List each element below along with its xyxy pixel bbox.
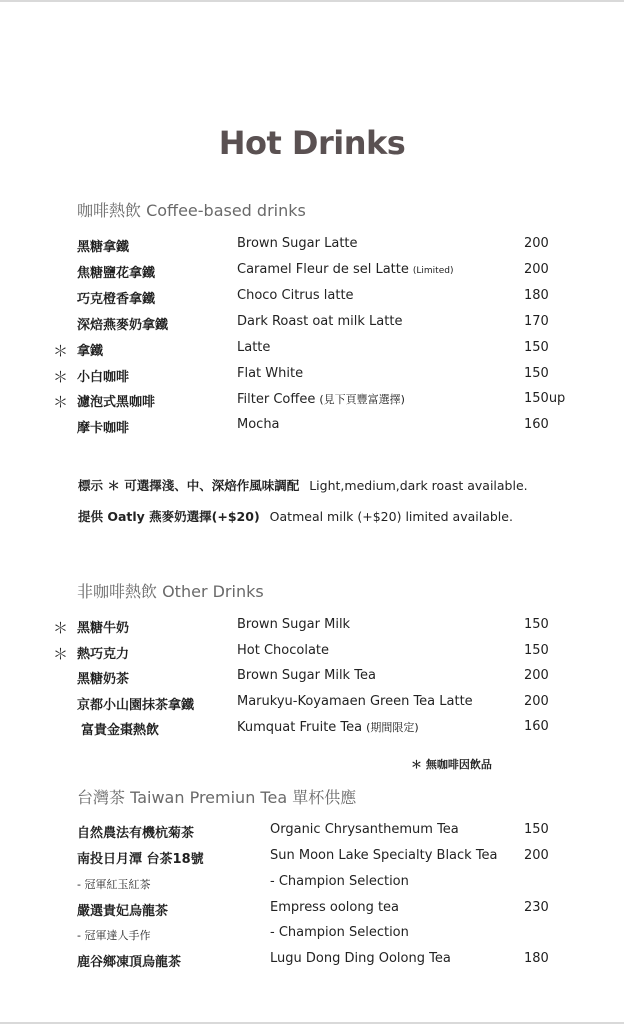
- tea-item-name-zh: - 冠軍紅玉紅茶: [77, 878, 151, 891]
- tea-item: [0, 848, 624, 868]
- menu-item-name-zh: 黑糖奶茶: [77, 672, 130, 688]
- menu-item-name-en-text: Mocha: [237, 417, 280, 433]
- menu-item-name-en-text: Hot Chocolate: [237, 642, 330, 658]
- menu-item-price: 150: [524, 617, 549, 632]
- menu-item-note: (期間限定): [366, 721, 419, 735]
- menu-item-name-en-text: Kumquat Fruite Tea: [237, 720, 363, 736]
- tea-item-name-en: Lugu Dong Ding Oolong Tea: [270, 951, 451, 966]
- menu-item-name-zh: 濾泡式黑咖啡: [77, 395, 156, 411]
- menu-item-name-zh: 京都小山園抹茶拿鐵: [77, 697, 195, 713]
- tea-item-subline: [0, 874, 624, 894]
- menu-item-price: 150: [524, 365, 549, 381]
- menu-item: [0, 366, 624, 386]
- tea-item-price: 230: [524, 900, 549, 915]
- menu-item-name-en-text: Marukyu-Koyamaen Green Tea Latte: [237, 693, 473, 709]
- menu-item-name-en-text: Dark Roast oat milk Latte: [237, 313, 403, 329]
- menu-item-star: ＊: [53, 367, 69, 386]
- menu-item-name-zh: 深焙燕麥奶拿鐵: [77, 317, 169, 333]
- menu-item-name-en: [237, 719, 419, 735]
- menu-item-note: (見下頁豐富選擇): [319, 393, 405, 407]
- menu-item: [0, 643, 624, 663]
- menu-item-name-en-text: Choco Citrus latte: [237, 287, 354, 303]
- tea-item-name-zh: 嚴選貴妃烏龍茶: [77, 904, 169, 919]
- tea-item: [0, 822, 624, 842]
- menu-item-star: ＊: [53, 644, 69, 663]
- menu-item-name-en: [237, 262, 453, 277]
- menu-item-name-en: [237, 668, 376, 683]
- menu-item-name-zh: 黑糖牛奶: [77, 621, 130, 636]
- roast-note-en: Light,medium,dark roast available.: [309, 478, 528, 493]
- menu-item: [0, 391, 624, 411]
- menu-item-name-en: [237, 288, 354, 303]
- oatly-note-en: Oatmeal milk (+$20) limited available.: [269, 509, 513, 524]
- menu-item-name-en: [237, 366, 303, 381]
- menu-item-name-en: [237, 694, 473, 709]
- tea-item: [0, 951, 624, 971]
- menu-item-name-en-text: Latte: [237, 339, 271, 355]
- menu-item-name-en-text: Brown Sugar Milk Tea: [237, 668, 376, 684]
- roast-note-zh: 標示 ＊ 可選擇淺、中、深焙作風味調配: [78, 478, 300, 493]
- menu-item-name-en: [237, 314, 402, 329]
- menu-item-name-en: [237, 340, 270, 355]
- page-title: Hot Drinks: [218, 124, 406, 162]
- tea-item-name-zh: 自然農法有機杭菊茶: [77, 826, 195, 841]
- menu-item-price: 200: [524, 261, 549, 277]
- tea-item-name-en: Empress oolong tea: [270, 900, 400, 915]
- menu-item-name-en: [237, 391, 405, 407]
- menu-item-name-en-text: Caramel Fleur de sel Latte: [237, 261, 409, 277]
- menu-item-price: 200: [524, 693, 549, 709]
- menu-item: [0, 694, 624, 714]
- tea-item-name-zh: 鹿谷鄉凍頂烏龍茶: [77, 955, 182, 970]
- menu-item-star: ＊: [53, 341, 69, 360]
- menu-item-star: ＊: [53, 619, 69, 637]
- menu-item-name-en-text: Brown Sugar Latte: [237, 236, 358, 251]
- menu-item: [0, 314, 624, 334]
- tea-item-price: 200: [524, 848, 549, 863]
- menu-item: [0, 340, 624, 360]
- oatly-note-zh: 提供 Oatly 燕麥奶選擇(+$20): [78, 509, 260, 524]
- menu-item-name-en-text: Filter Coffee: [237, 392, 316, 408]
- menu-item: [0, 719, 624, 739]
- menu-item-price: 150up: [524, 391, 566, 407]
- menu-item: [0, 288, 624, 308]
- menu-item-name-en: [237, 643, 329, 658]
- menu-item: [0, 262, 624, 282]
- menu-item-name-zh: 黑糖拿鐵: [77, 240, 130, 255]
- tea-item-subline: [0, 925, 624, 945]
- menu-item-price: 170: [524, 313, 549, 329]
- page-border-top: [0, 0, 624, 2]
- menu-item-star: ＊: [53, 393, 69, 412]
- menu-item-price: 150: [524, 339, 549, 355]
- menu-item-name-en: [237, 417, 280, 432]
- tea-item-name-en: Sun Moon Lake Specialty Black Tea: [270, 848, 498, 863]
- tea-item-name-zh: 南投日月潭 台茶18號: [77, 852, 204, 867]
- roast-note: [78, 476, 528, 494]
- menu-item: [0, 236, 624, 256]
- section-heading-tea: 台灣茶 Taiwan Premiun Tea 單杯供應: [77, 788, 357, 807]
- oatly-note: [78, 507, 513, 525]
- menu-item-name-zh: 拿鐵: [77, 343, 104, 359]
- tea-item-name-en: - Champion Selection: [270, 874, 409, 889]
- menu-item-price: 160: [524, 719, 549, 735]
- decaf-footnote: ＊ 無咖啡因飲品: [411, 758, 492, 771]
- menu-item-name-en: [237, 236, 358, 251]
- tea-item-name-en: Organic Chrysanthemum Tea: [270, 822, 459, 837]
- menu-item-price: 180: [524, 287, 549, 303]
- menu-item-name-zh: 巧克橙香拿鐵: [77, 291, 156, 307]
- menu-item-name-zh: 焦糖鹽花拿鐵: [77, 265, 156, 281]
- menu-item: [0, 617, 624, 637]
- menu-item-name-zh: 熱巧克力: [77, 646, 130, 662]
- menu-item-name-zh: 富貴金棗熱飲: [81, 723, 160, 739]
- menu-item-price: 200: [524, 668, 549, 684]
- menu-item-price: 200: [524, 236, 549, 251]
- tea-item-name-en: - Champion Selection: [270, 925, 409, 940]
- tea-item-price: 150: [524, 822, 549, 837]
- menu-item-name-en-text: Flat White: [237, 365, 304, 381]
- menu-item-price: 160: [524, 417, 549, 433]
- section-heading-other: 非咖啡熱飲 Other Drinks: [77, 582, 264, 601]
- menu-item-name-zh: 小白咖啡: [77, 369, 130, 385]
- menu-item-name-zh: 摩卡咖啡: [77, 421, 130, 437]
- menu-item-note: (Limited): [412, 265, 454, 276]
- tea-item-price: 180: [524, 951, 549, 966]
- menu-item: [0, 668, 624, 688]
- menu-item-price: 150: [524, 642, 549, 658]
- menu-item-name-en-text: Brown Sugar Milk: [237, 617, 351, 632]
- section-heading-coffee: 咖啡熱飲 Coffee-based drinks: [77, 201, 306, 220]
- menu-item: [0, 417, 624, 437]
- menu-item-name-en: [237, 617, 350, 632]
- tea-item: [0, 900, 624, 920]
- tea-item-name-zh: - 冠軍達人手作: [77, 929, 151, 942]
